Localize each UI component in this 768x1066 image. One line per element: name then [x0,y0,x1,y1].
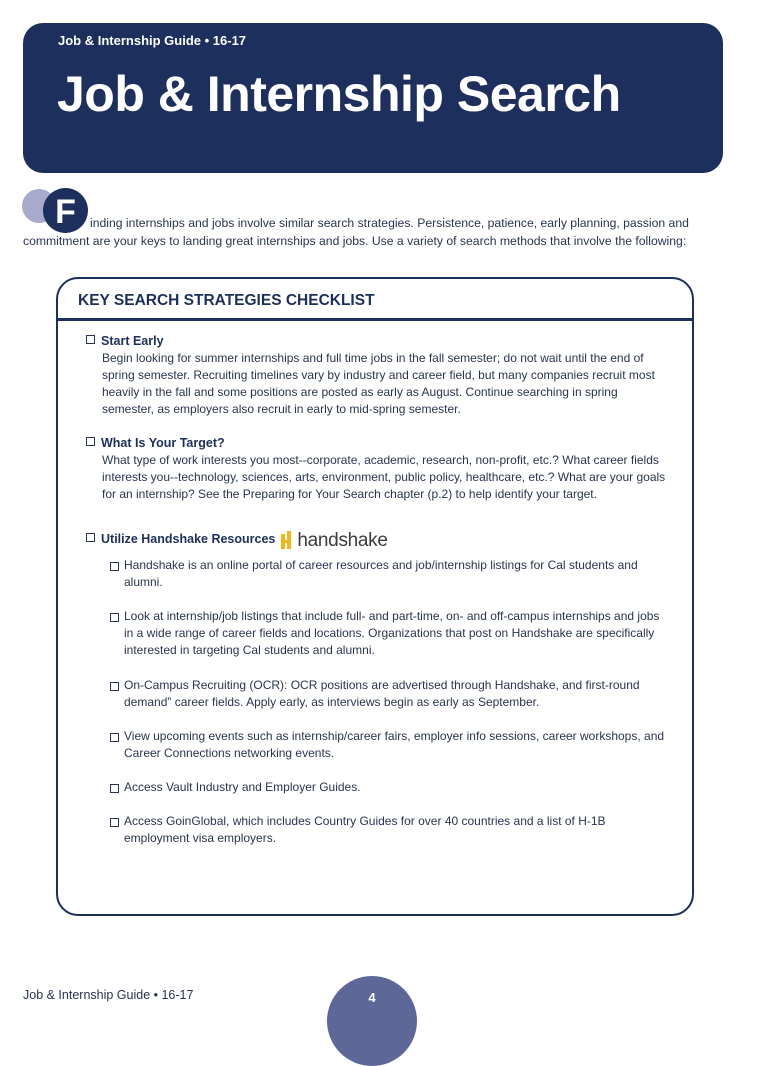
checklist-title: KEY SEARCH STRATEGIES CHECKLIST [78,292,375,309]
page-title: Job & Internship Search [57,66,621,122]
handshake-subitem: Access GoinGlobal, which includes Country Guides for over 40 countries and a list of H-1B employment visa employers. [110,813,670,847]
intro-text-line-1: inding internships and jobs involve similar search strategies. Persistence, patience, early planning, passion and [90,216,689,230]
checklist-item-handshake [86,531,666,551]
handshake-subitem: Look at internship/job listings that include full- and part-time, on- and off-campus internships and jobs in a wide range of career fields and locations. Organizations that post on Handshake are specifically interested in targeting Cal students and alumni. [110,608,670,659]
checkbox-icon[interactable] [86,335,95,344]
checklist-item-body: What type of work interests you most--corporate, academic, research, non-profit, etc.? What career fields interests you--technology, sciences, arts, environment, public policy, healthcare, etc.? What are your goals for an internship? See the Preparing for Your Search chapter (p.2) to help identify your target. [102,453,666,501]
handshake-logo-text: handshake [297,530,388,551]
handshake-logo-icon [281,531,297,549]
intro-text-line-2: commitment are your keys to landing great internships and jobs. Use a variety of search methods that involve the following: [23,234,687,248]
checkbox-icon[interactable] [110,613,119,622]
checkbox-icon[interactable] [110,733,119,742]
handshake-subitem: Handshake is an online portal of career resources and job/internship listings for Cal students and alumni. [110,557,670,591]
checklist-item-start-early [86,333,666,418]
checkbox-icon[interactable] [110,682,119,691]
checkbox-icon[interactable] [86,437,95,446]
checkbox-icon[interactable] [110,818,119,827]
handshake-subitem: View upcoming events such as internship/career fairs, employer info sessions, career workshops, and Career Connections networking events. [110,728,670,762]
checkbox-icon[interactable] [110,784,119,793]
checklist-item-target [86,435,666,503]
checkbox-icon[interactable] [110,562,119,571]
header-subtitle: Job & Internship Guide • 16-17 [58,33,247,48]
handshake-subitem: On-Campus Recruiting (OCR): OCR positions are advertised through Handshake, and first-round demand” career fields. Apply early, as interviews begin as early as September. [110,677,670,711]
handshake-logo [281,531,387,551]
handshake-subitem: Access Vault Industry and Employer Guides. [110,779,670,796]
checklist-item-heading: What Is Your Target? [101,436,225,450]
checklist-title-rule [58,318,692,321]
checkbox-icon[interactable] [86,533,95,542]
header-banner [23,23,723,173]
checklist-item-body: Begin looking for summer internships and full time jobs in the fall semester; do not wait until the end of spring semester. Recruiting timelines vary by industry and career field, but many companies recruit most heavily in the fall and some positions are posted as early as August. Continue searching in spring semester, as employers also recruit in early to mid-spring semester. [102,351,655,416]
dropcap-letter: F [55,193,76,231]
checklist-box [56,277,694,916]
footer-guide-title: Job & Internship Guide • 16-17 [23,988,194,1002]
page-number: 4 [368,990,376,1005]
checklist-item-heading: Utilize Handshake Resources [101,532,276,546]
checklist-item-heading: Start Early [101,334,164,348]
